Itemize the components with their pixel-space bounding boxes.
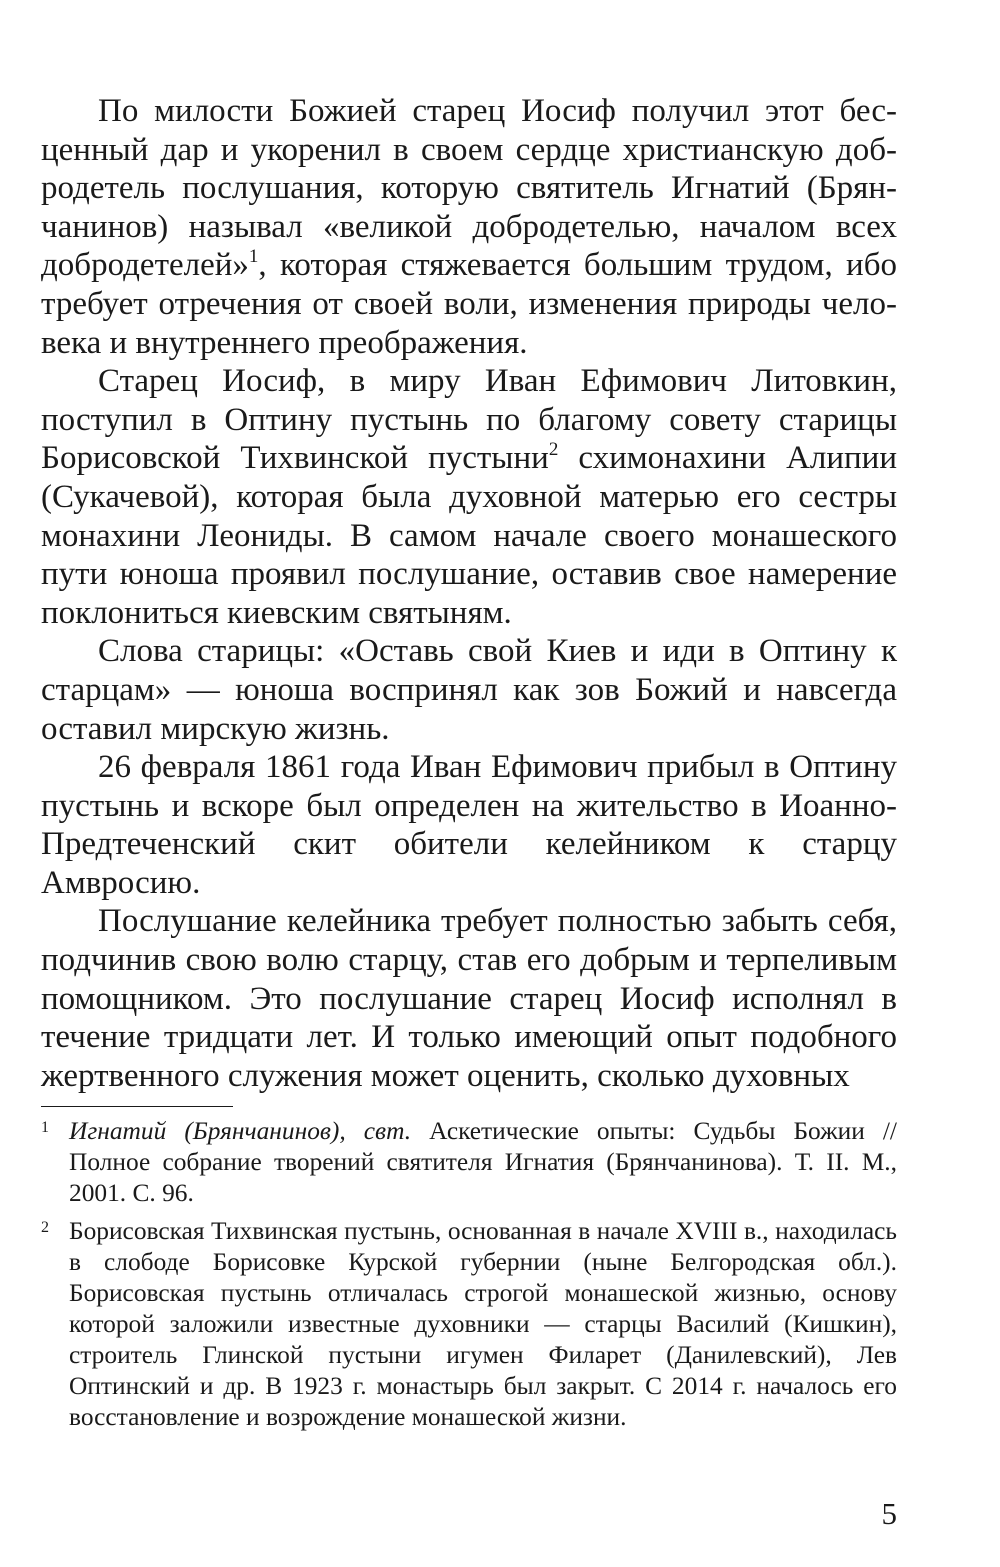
footnote-divider: [41, 1106, 233, 1107]
paragraph-4: 26 февраля 1861 года Иван Ефимович прибыл в Оптину пустынь и вскоре был определен на жительство в Иоанно-Предтеченский скит обители келейником к старцу Амвросию.: [41, 749, 897, 901]
paragraph-2-text-end: схимонахини Алипии (Сукачевой), которая была духовной матерью его сестры монахини Леониды. В самом начале своего монашеского пути юноша проявил послушание, оставив свое намерение поклониться киевским святыням.: [41, 440, 898, 631]
paragraph-5: Послушание келейника требует полностью забыть себя, подчинив свою волю старцу, став его добрым и терпеливым помощником. Это послушание старец Иосиф исполнял в течение тридцати лет. И только имеющий опыт подобного жертвенного служения может оценить, сколько духовных: [41, 903, 897, 1094]
footnote-2-marker: 2: [41, 1219, 49, 1236]
footnote-1-author: Игнатий (Брянчанинов), свт.: [69, 1117, 412, 1145]
footnote-1-marker: 1: [41, 1119, 49, 1136]
page-number: 5: [881, 1496, 897, 1531]
footnotes: [41, 1116, 897, 1440]
footnote-ref-2: 2: [548, 439, 559, 461]
paragraph-1: [41, 92, 897, 362]
main-text: [41, 92, 897, 1095]
paragraph-1-text-end: , которая стяжевается большим трудом, ибо требует отречения от своей воли, изменения природы человека и внутреннего преображения.: [41, 247, 897, 361]
paragraph-3: Слова старицы: «Оставь свой Киев и иди в Оптину к старцам» — юноша воспринял как зов Божий и навсегда оставил мирскую жизнь.: [41, 633, 897, 747]
paragraph-1-text-start: По милости Божией старец Иосиф получил этот бесценный дар и укоренил в своем сердце христианскую добродетель послушания, которую святитель Игнатий (Брянчанинов) называл «великой добродетелью, началом всех добродетелей»: [41, 93, 897, 284]
paragraph-2-text-start: Старец Иосиф, в миру Иван Ефимович Литовкин, поступил в Оптину пустынь по благому совету старицы Борисовской Тихвинской пустыни: [41, 363, 897, 477]
footnote-2: [41, 1216, 897, 1433]
paragraph-2: [41, 362, 897, 632]
footnote-1: [41, 1116, 897, 1209]
footnote-ref-1: 1: [248, 246, 259, 268]
footnote-1-text: Аскетические опыты: Судьбы Божии // Полное собрание творений святителя Игнатия (Брянчанинова). Т. II. М., 2001. С. 96.: [69, 1117, 897, 1207]
footnote-2-text: Борисовская Тихвинская пустынь, основанная в начале XVIII в., находилась в слободе Борисовке Курской губернии (ныне Белгородская обл.). Борисовская пустынь отличалась строгой монашеской жизнью, основу которой заложили известные духовники — старцы Василий (Кишкин), строитель Глинской пустыни игумен Филарет (Данилевский), Лев Оптинский и др. В 1923 г. монастырь был закрыт. С 2014 г. началось его восстановление и возрождение монашеской жизни.: [69, 1217, 897, 1431]
